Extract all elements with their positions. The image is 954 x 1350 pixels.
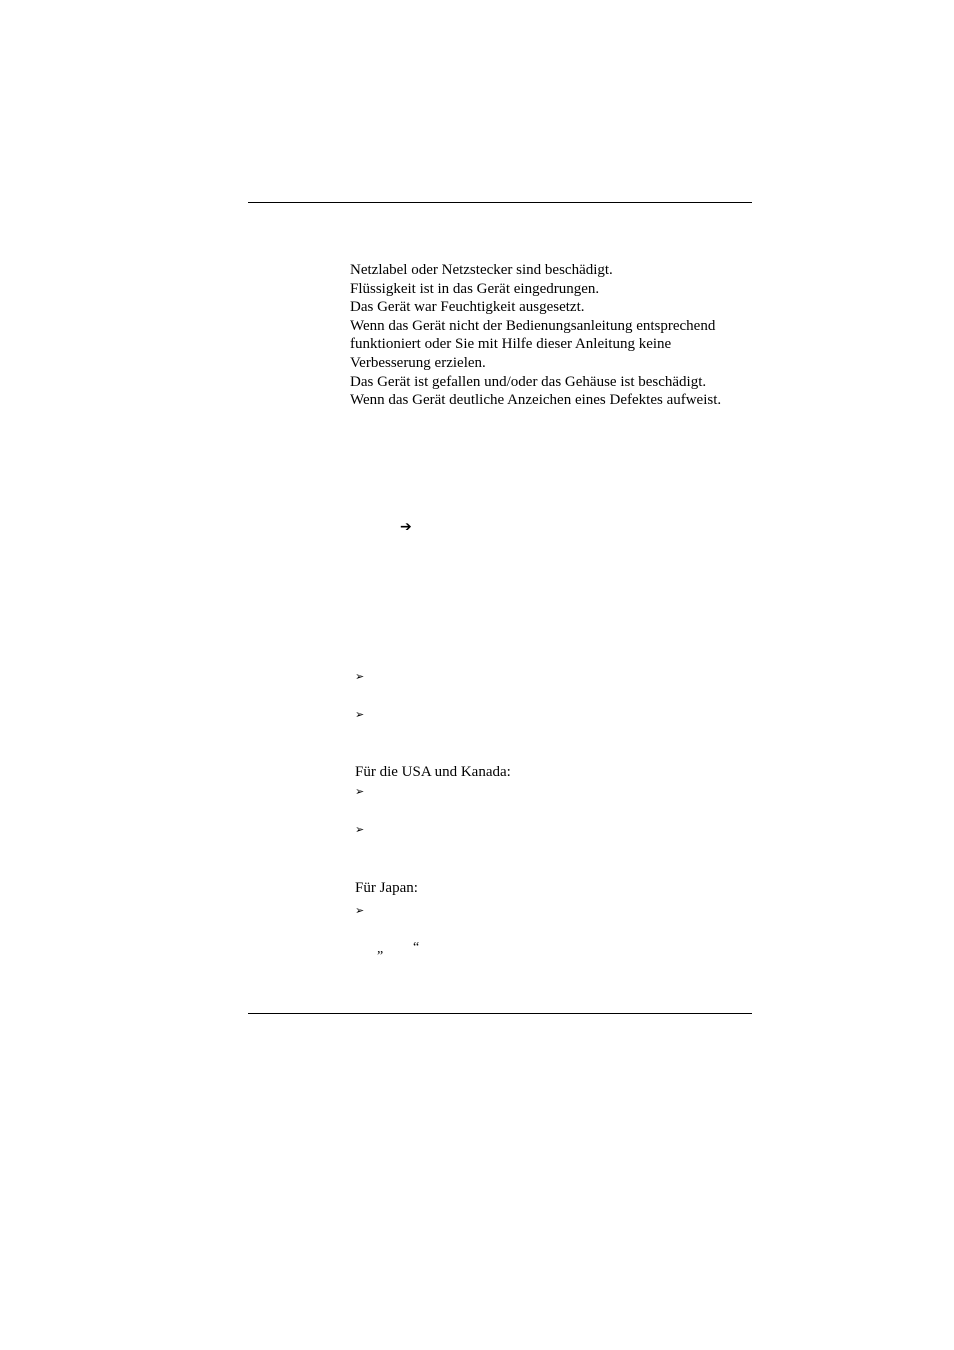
footer-rule: [248, 1013, 752, 1014]
condition-line: Das Gerät war Feuchtigkeit ausgesetzt.: [350, 299, 585, 316]
bullet-arrowhead-icon: ➢: [355, 904, 365, 917]
header-rule: [248, 202, 752, 203]
japan-label: Für Japan:: [355, 880, 418, 896]
opening-quote-mark: ”: [377, 949, 384, 964]
condition-line: Verbesserung erzielen.: [350, 354, 486, 371]
service-conditions-list: [350, 261, 760, 410]
condition-line: Flüssigkeit ist in das Gerät eingedrungen.: [350, 280, 600, 297]
usa-canada-label: Für die USA und Kanada:: [355, 764, 511, 780]
condition-line: Das Gerät ist gefallen und/oder das Gehäuse ist beschädigt.: [350, 373, 707, 390]
bullet-arrowhead-icon: ➢: [355, 785, 365, 798]
condition-line: Netzlabel oder Netzstecker sind beschädigt.: [350, 262, 613, 278]
condition-line: funktioniert oder Sie mit Hilfe dieser Anleitung keine: [350, 336, 672, 353]
bullet-arrowhead-icon: ➢: [355, 708, 365, 721]
condition-line: Wenn das Gerät nicht der Bedienungsanleitung entsprechend: [350, 317, 716, 334]
bullet-arrowhead-icon: ➢: [355, 823, 365, 836]
closing-quote-mark: “: [413, 940, 420, 955]
condition-line: Wenn das Gerät deutliche Anzeichen eines Defektes aufweist.: [350, 392, 722, 409]
bullet-arrowhead-icon: ➢: [355, 670, 365, 683]
arrow-right-icon: ➔: [400, 519, 412, 535]
